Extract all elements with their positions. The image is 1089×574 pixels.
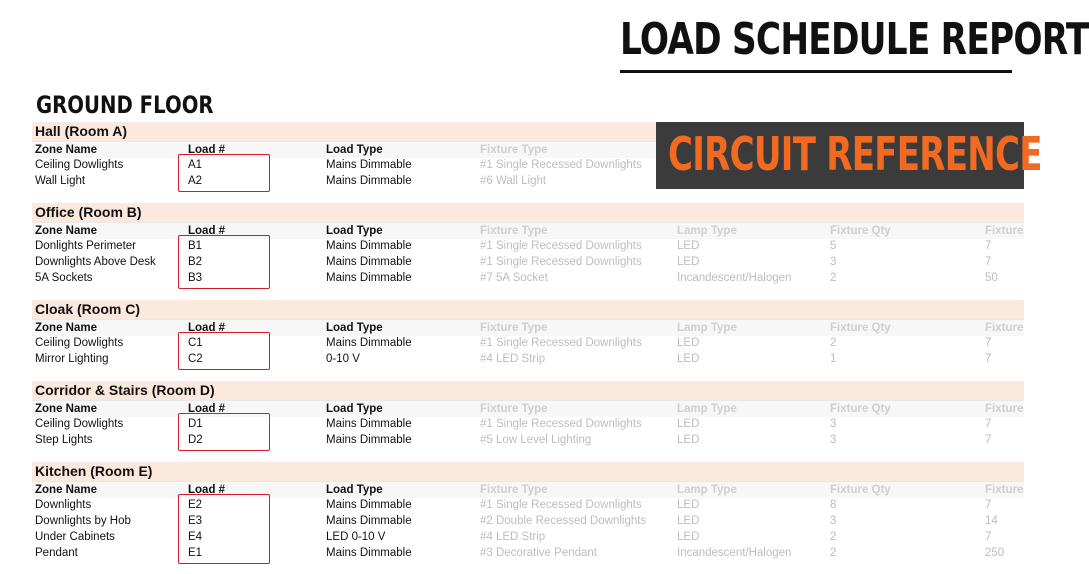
lamp-type: LED [677,353,700,365]
lamp-type: LED [677,515,700,527]
load-type: Mains Dimmable [326,547,412,559]
fixture-type: #2 Double Recessed Downlights [480,515,647,527]
floor-heading: GROUND FLOOR [36,91,214,119]
fixture-type: #5 Low Level Lighting [480,434,592,446]
col-header-load: Load # [188,144,226,156]
zone-name: Mirror Lighting [35,353,109,365]
zone-name: Downlights [35,499,92,511]
load-type: 0-10 V [326,353,360,365]
zone-name: Downlights by Hob [35,515,131,527]
load-number-highlight-box [178,154,270,192]
zone-name: Ceiling Dowlights [35,159,124,171]
load-number-highlight-box [178,413,270,451]
col-header-load: Load # [188,322,226,334]
fixture-qty: 3 [830,434,837,446]
load-number: D2 [188,434,203,446]
fixture-extra: 250 [985,547,1005,559]
col-header-lamp: Lamp Type [677,403,737,415]
load-number: A1 [188,159,203,171]
load-type: Mains Dimmable [326,240,412,252]
fixture-qty: 3 [830,256,837,268]
fixture-qty: 2 [830,547,837,559]
col-header-zone: Zone Name [35,144,97,156]
col-header-fixture: Fixture Type [480,225,548,237]
zone-name: Ceiling Dowlights [35,418,124,430]
fixture-extra: 7 [985,499,992,511]
col-header-qty: Fixture Qty [830,403,891,415]
col-header-qty: Fixture Qty [830,225,891,237]
col-header-fixture: Fixture Type [480,322,548,334]
fixture-qty: 3 [830,515,837,527]
fixture-extra: 7 [985,240,992,252]
fixture-qty: 2 [830,272,837,284]
col-header-load: Load # [188,403,226,415]
fixture-type: #1 Single Recessed Downlights [480,256,642,268]
load-number: E3 [188,515,203,527]
fixture-extra: 7 [985,353,992,365]
fixture-type: #1 Single Recessed Downlights [480,159,642,171]
col-header-type: Load Type [326,484,383,496]
load-number-highlight-box [178,332,270,370]
load-type: Mains Dimmable [326,272,412,284]
load-number: D1 [188,418,203,430]
section-title: Corridor & Stairs (Room D) [35,382,215,398]
fixture-type: #4 LED Strip [480,531,546,543]
col-header-zone: Zone Name [35,484,97,496]
fixture-qty: 5 [830,240,837,252]
col-header-type: Load Type [326,225,383,237]
col-header-zone: Zone Name [35,403,97,415]
zone-name: Downlights Above Desk [35,256,156,268]
fixture-qty: 2 [830,531,837,543]
fixture-extra: 7 [985,256,992,268]
load-number: A2 [188,175,203,187]
lamp-type: LED [677,256,700,268]
fixture-type: #1 Single Recessed Downlights [480,337,642,349]
load-type: LED 0-10 V [326,531,386,543]
zone-name: Ceiling Dowlights [35,337,124,349]
load-type: Mains Dimmable [326,337,412,349]
fixture-extra: 7 [985,434,992,446]
load-type: Mains Dimmable [326,434,412,446]
section-title: Hall (Room A) [35,123,128,139]
fixture-extra: 7 [985,418,992,430]
load-number: E1 [188,547,203,559]
col-header-type: Load Type [326,322,383,334]
lamp-type: LED [677,418,700,430]
section-header [32,462,1024,481]
fixture-qty: 8 [830,499,837,511]
lamp-type: LED [677,499,700,511]
fixture-qty: 1 [830,353,837,365]
col-header-lamp: Lamp Type [677,484,737,496]
col-header-lamp: Lamp Type [677,322,737,334]
fixture-type: #3 Decorative Pendant [480,547,597,559]
load-type: Mains Dimmable [326,159,412,171]
load-type: Mains Dimmable [326,256,412,268]
load-type: Mains Dimmable [326,499,412,511]
load-number: B1 [188,240,203,252]
col-header-load: Load # [188,484,226,496]
col-header-type: Load Type [326,144,383,156]
load-number: E2 [188,499,203,511]
fixture-extra: 7 [985,337,992,349]
load-number-highlight-box [178,235,270,289]
load-number: B2 [188,256,203,268]
section-title: Kitchen (Room E) [35,463,153,479]
lamp-type: Incandescent/Halogen [677,272,792,284]
col-header-fixture-trunc: Fixture [985,322,1024,334]
col-header-lamp: Lamp Type [677,225,737,237]
fixture-extra: 7 [985,531,992,543]
load-number: B3 [188,272,203,284]
section-title: Office (Room B) [35,204,142,220]
title-underline [620,70,1012,73]
fixture-type: #1 Single Recessed Downlights [480,418,642,430]
lamp-type: LED [677,337,700,349]
zone-name: Wall Light [35,175,86,187]
col-header-zone: Zone Name [35,322,97,334]
col-header-fixture-trunc: Fixture [985,403,1024,415]
fixture-qty: 3 [830,418,837,430]
lamp-type: LED [677,434,700,446]
col-header-fixture: Fixture Type [480,144,548,156]
load-number: C1 [188,337,203,349]
fixture-extra: 14 [985,515,998,527]
fixture-extra: 50 [985,272,998,284]
load-type: Mains Dimmable [326,418,412,430]
report-title: LOAD SCHEDULE REPORT [620,14,1089,65]
load-type: Mains Dimmable [326,175,412,187]
load-number-highlight-box [178,494,270,564]
lamp-type: LED [677,240,700,252]
col-header-qty: Fixture Qty [830,484,891,496]
zone-name: 5A Sockets [35,272,93,284]
col-header-type: Load Type [326,403,383,415]
zone-name: Pendant [35,547,78,559]
col-header-qty: Fixture Qty [830,322,891,334]
fixture-type: #1 Single Recessed Downlights [480,240,642,252]
section-header [32,300,1024,319]
fixture-type: #7 5A Socket [480,272,548,284]
load-type: Mains Dimmable [326,515,412,527]
col-header-load: Load # [188,225,226,237]
col-header-fixture: Fixture Type [480,484,548,496]
col-header-fixture-trunc: Fixture [985,225,1024,237]
section-header [32,381,1024,400]
section-title: Cloak (Room C) [35,301,140,317]
lamp-type: Incandescent/Halogen [677,547,792,559]
col-header-zone: Zone Name [35,225,97,237]
fixture-type: #6 Wall Light [480,175,547,187]
col-header-fixture-trunc: Fixture [985,484,1024,496]
zone-name: Under Cabinets [35,531,115,543]
banner-label: CIRCUIT REFERENCE [668,127,1042,181]
fixture-type: #4 LED Strip [480,353,546,365]
load-number: E4 [188,531,203,543]
zone-name: Step Lights [35,434,93,446]
load-number: C2 [188,353,203,365]
col-header-fixture: Fixture Type [480,403,548,415]
fixture-type: #1 Single Recessed Downlights [480,499,642,511]
lamp-type: LED [677,531,700,543]
circuit-reference-banner [656,122,1042,189]
fixture-qty: 2 [830,337,837,349]
section-header [32,203,1024,222]
zone-name: Donlights Perimeter [35,240,136,252]
